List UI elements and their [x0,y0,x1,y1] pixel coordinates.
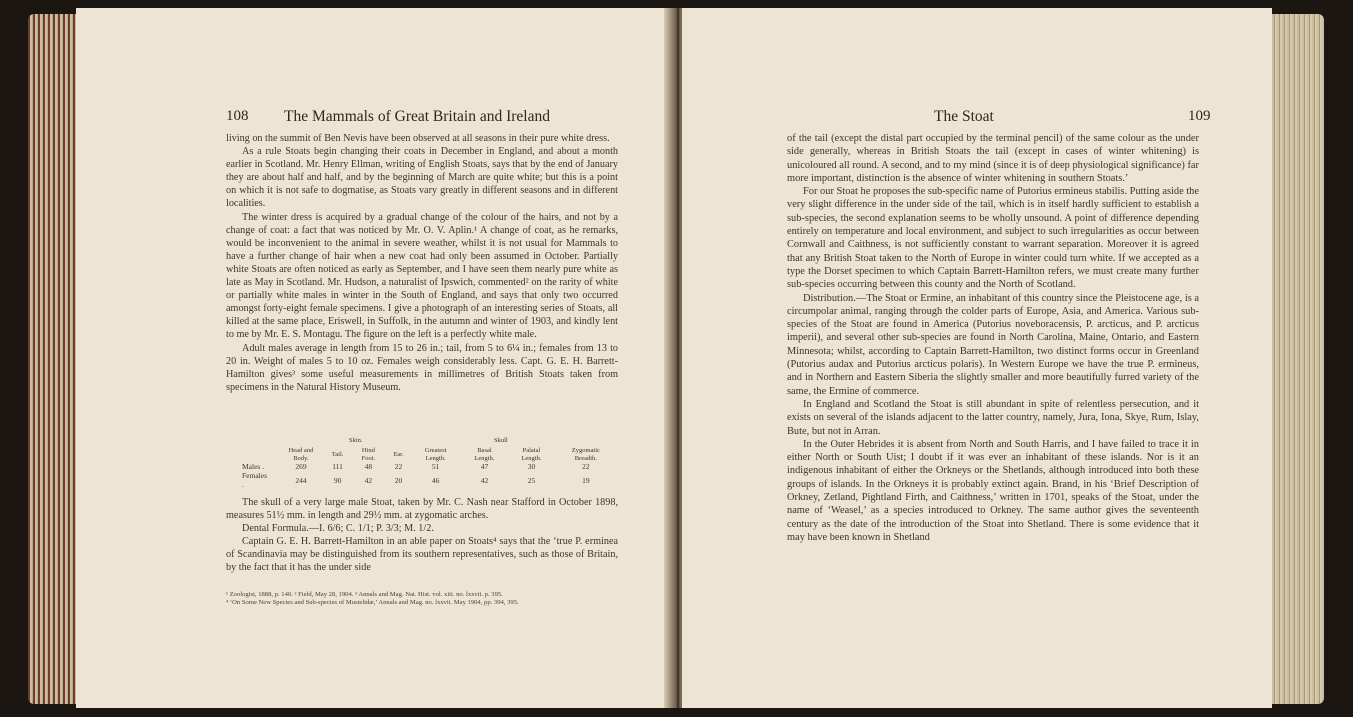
footnote: ¹ Zoologist, 1888, p. 140. ² Field, May 28, 1904. ³ Annals and Mag. Nat. Hist. vol. xiii. no. lxxvii. p. 395. [226,591,503,598]
left-body-text-after-table [226,496,618,575]
right-body-text [787,132,1199,544]
table-cell: 51 [431,462,440,471]
header-cell: Greatest Length. [424,447,447,462]
header-cell: Tail. [331,450,344,458]
left-page-number: 108 [226,108,249,124]
left-page-edges [28,14,76,704]
paragraph: Distribution.—The Stoat or Ermine, an inhabitant of this country since the Pleistocene age, is a circumpolar animal, ranging through the colder parts of Europe, Asia, and America. Various sub-species of the Stoat are found in America (Putorius noveboracensis, P. arcticus, and P. arcticus imperii), and several other sub-species are found in North Carolina, Maine, Ontario, and Eastern Minnesota; whilst, according to Captain Barrett-Hamilton, two distinct forms occur in Greenland (Putorius audax and Putorius arcticus polaris). In Western Europe we have the true P. ermineus, and in Northern and Eastern Siberia the slightly smaller and more beautifully furred variety of the same, the Ermine of commerce. [787,292,1199,397]
paragraph: Adult males average in length from 15 to 26 in.; tail, from 5 to 6¼ in.; females from 13 to 20 in. Weight of males 5 to 10 oz. Females weigh considerably less. Capt. G. E. H. Barrett-Hamilton gives³ some useful measurements in millimetres of British Stoats taken from specimens in the Natural History Museum. [226,342,618,393]
group-skin-label: Skin. [349,437,363,444]
header-cell: Palatal Length. [521,447,542,462]
table-cell: 19 [582,475,590,485]
table-cell: 244 [295,475,307,485]
right-page [682,8,1272,708]
right-running-title: The Stoat [934,108,994,125]
left-running-title: The Mammals of Great Britain and Ireland [284,108,550,125]
header-cell: Zygomatic Breadth. [571,447,600,462]
table-cell: 22 [582,462,590,471]
table-cell: 269 [295,462,307,471]
measurements-table-wrap [236,437,616,489]
left-page [76,8,672,708]
table-cell: 25 [527,475,536,485]
table-group-headers [236,437,616,447]
table-cell: 90 [333,475,342,485]
paragraph: The winter dress is acquired by a gradual change of the colour of the hairs, and not by a change of coat: a fact that was noticed by Mr. O. V. Aplin.¹ A change of coat, as he remarks, would be inconvenient to the animal in severe weather, whilst it is not usual for Mammals to have a further change of hair when a new coat had only been assumed in October. Partially white Stoats are often noticed as early as September, and I have seen them nearly pure white as late as May in Scotland. Mr. Hudson, a naturalist of Ipswich, commented² on the rarity of white or partially white males in winter in the South of England, and says that only two occurred amongst forty-eight female specimens. I give a photograph of an interesting series of Stoats, all killed at the same place, Eriswell, in Suffolk, in the autumn and winter of 1903, and kindly lent to me by Mr. E. S. Montagu. The figure on the left is a perfectly white male. [226,211,618,341]
header-cell: Hind Foot. [361,447,376,462]
footnote: ⁴ ‘On Some New Species and Sub-species of Mustelidæ,’ Annals and Mag. no. lxxvii. May 1904, pp. 394, 395. [226,599,519,607]
left-footnotes [226,591,618,607]
table-cell: 20 [394,475,403,485]
table-cell: 111 [332,462,343,471]
table-cell: 47 [480,462,489,471]
row-label: Females . [242,471,267,489]
paragraph: Dental Formula.—I. 6/6; C. 1/1; P. 3/3; M. 1/2. [242,523,434,535]
paragraph: The skull of a very large male Stoat, taken by Mr. C. Nash near Stafford in October 1898, measures 51½ mm. in length and 29½ mm. at zygomatic arches. [226,497,618,522]
table-cell: 42 [480,475,489,485]
row-label: Males . [242,462,265,471]
left-body-text [226,132,618,394]
table-header-row [236,447,616,462]
right-page-number: 109 [1188,108,1211,124]
table-cell: 42 [364,475,373,485]
table-cell: 22 [394,462,403,471]
right-page-edges [1272,14,1324,704]
table-cell: 48 [364,462,373,471]
header-cell: Ear. [393,450,404,458]
table-row [236,462,616,471]
header-cell [236,447,276,462]
paragraph: living on the summit of Ben Nevis have been observed at all seasons in their pure white dress. [226,133,610,144]
table-cell: 46 [431,475,440,485]
header-cell: Head and Body. [288,447,314,462]
paragraph: Captain G. E. H. Barrett-Hamilton in an able paper on Stoats⁴ says that the ‘true P. erminea of Scandinavia may be distinguished from its southern representatives, such as those of Britain, by the fact that it has the under side [226,536,618,574]
paragraph: In England and Scotland the Stoat is still abundant in spite of relentless persecution, and it exists on several of the islands adjacent to the latter country, namely, Jura, Iona, Skye, Rum, Islay, Bute, but not in Arran. [787,398,1199,437]
measurements-table [236,447,616,489]
header-cell: Basal Length. [474,447,495,462]
paragraph: For our Stoat he proposes the sub-specific name of Putorius ermineus stabilis. Putting aside the very slight difference in the under side of the tail, which is in itself hardly sufficient to establish a sub-species, the second explanation seems to be wholly unsound. A point of difference depending entirely on temperature and local environment, and subject to such irregularities as occur between Cornwall and Caithness, is not sufficiently constant to warrant separation. Moreover it is agreed that any British Stoat taken to the North of Europe in winter could turn white. If we accepted as a type the Dorset specimen to which Captain Barrett-Hamilton refers, we must create many further sub-species occurring between this county and the North of Scotland. [787,186,1199,291]
group-skull-label: Skull [494,437,508,444]
paragraph: As a rule Stoats begin changing their coats in December in England, and about a month earlier in Scotland. Mr. Henry Ellman, writing of English Stoats, says that by the end of January they are about half and half, and by the beginning of March are quite white; but this is a point on which it is not safe to dogmatise, as Stoats vary greatly in different seasons and in different localities. [226,146,618,210]
table-row [236,471,616,489]
paragraph: of the tail (except the distal part occupied by the terminal pencil) of the same colour as the under side generally, whereas in British Stoats the tail (except in cases of winter whitening) is unicoloured all round. A second, and to my mind (since it is of deep physiological significance) far more important, distinction is the absence of winter whitening in southern Stoats.’ [787,133,1199,184]
table-cell: 30 [527,462,536,471]
paragraph: In the Outer Hebrides it is absent from North and South Harris, and I have failed to trace it in either North or South Uist; I doubt if it was ever an inhabitant of these islands. Nor is it an indigenous inhabitant of either the Orkneys or the Shetlands, although introduced into both these groups of islands. In the Orkneys it is probably extinct again. Brand, in his ‘Brief Description of Orkney, Zetland, Pightland Firth, and Caithness,’ written in 1701, speaks of the Stoat, under the name of ‘Weasel,’ as a species introduced to Orkney. The same author gives the seventeenth century as the date of the introduction of the Stoat into Shetland. There is some evidence that it may have been known in Shetland [787,438,1199,543]
